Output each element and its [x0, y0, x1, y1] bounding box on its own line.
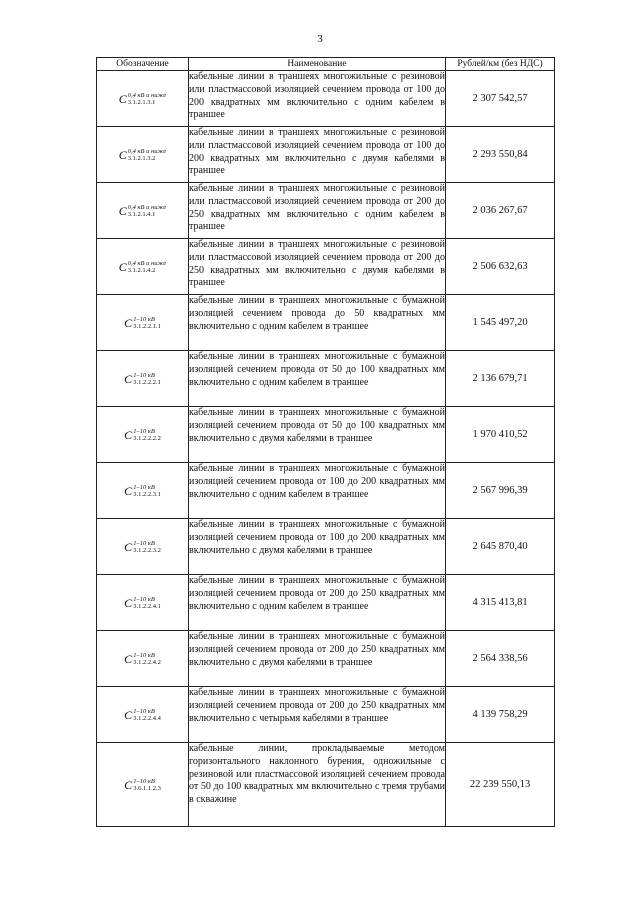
row-price: 22 239 550,13	[446, 743, 555, 827]
table-row	[97, 519, 555, 575]
header-name: Наименование	[189, 58, 446, 71]
row-designation: C 1–10 кВ 3.6.1.1.2.3	[97, 743, 189, 827]
code-number: 3.1.2.2.2.2	[133, 435, 161, 442]
row-description: кабельные линии в траншеях многожильные с бумажной изоляцией сечением провода от 50 до 100 квадратных мм включительно с двумя кабелями в траншее	[189, 407, 446, 463]
row-designation: C 1–10 кВ 3.1.2.2.3.2	[97, 519, 189, 575]
row-description: кабельные линии в траншеях многожильные с резиновой или пластмассовой изоляцией сечением провода от 200 до 250 квадратных мм включительно с одним кабелем в траншее	[189, 183, 446, 239]
row-price: 2 136 679,71	[446, 351, 555, 407]
code-number: 3.1.2.1.4.2	[127, 267, 156, 274]
row-designation: C 1–10 кВ 3.1.2.2.2.2	[97, 407, 189, 463]
row-designation: C 1–10 кВ 3.1.2.2.2.1	[97, 351, 189, 407]
row-description: кабельные линии в траншеях многожильные с бумажной изоляцией сечением провода от 200 до 250 квадратных мм включительно с четырьмя кабелями в траншее	[189, 687, 446, 743]
row-description: кабельные линии в траншеях многожильные с бумажной изоляцией сечением провода до 50 квадратных мм включительно с одним кабелем в траншее	[189, 295, 446, 351]
row-description: кабельные линии в траншеях многожильные с резиновой или пластмассовой изоляцией сечением провода от 200 до 250 квадратных мм включительно с двумя кабелями в траншее	[189, 239, 446, 295]
row-designation: C 1–10 кВ 3.1.2.2.4.4	[97, 687, 189, 743]
row-description: кабельные линии в траншеях многожильные с бумажной изоляцией сечением провода от 200 до 250 квадратных мм включительно с одним кабелем в траншее	[189, 575, 446, 631]
code-number: 3.1.2.2.4.4	[133, 715, 161, 722]
code-number: 3.6.1.1.2.3	[133, 785, 161, 792]
row-price: 4 139 758,29	[446, 687, 555, 743]
row-price: 2 293 550,84	[446, 127, 555, 183]
table-row	[97, 575, 555, 631]
row-description: кабельные линии, прокладываемые методом горизонтального наклонного бурения, одножильные с резиновой или пластмассовой изоляцией сечением провода от 50 до 100 квадратных мм включительно с тремя трубами в скважине	[189, 743, 446, 827]
row-designation: C 0,4 кВ и ниже 3.1.2.1.4.1	[97, 183, 189, 239]
row-price: 2 645 870,40	[446, 519, 555, 575]
code-number: 3.1.2.2.4.1	[133, 603, 161, 610]
table-row	[97, 407, 555, 463]
table-row	[97, 631, 555, 687]
row-description: кабельные линии в траншеях многожильные с бумажной изоляцией сечением провода от 100 до 200 квадратных мм включительно с двумя кабелями в траншее	[189, 519, 446, 575]
table-row	[97, 183, 555, 239]
code-number: 3.1.2.1.4.1	[127, 211, 156, 218]
row-designation: C 1–10 кВ 3.1.2.2.4.2	[97, 631, 189, 687]
row-price: 2 567 996,39	[446, 463, 555, 519]
row-description: кабельные линии в траншеях многожильные с бумажной изоляцией сечением провода от 50 до 100 квадратных мм включительно с одним кабелем в траншее	[189, 351, 446, 407]
code-number: 3.1.2.2.2.1	[133, 379, 161, 386]
row-description: кабельные линии в траншеях многожильные с бумажной изоляцией сечением провода от 100 до 200 квадратных мм включительно с одним кабелем в траншее	[189, 463, 446, 519]
code-number: 3.1.2.2.1.1	[133, 323, 161, 330]
page-number: 3	[317, 33, 323, 45]
row-designation: C 0,4 кВ и ниже 3.1.2.1.4.2	[97, 239, 189, 295]
code-number: 3.1.2.2.3.2	[133, 547, 161, 554]
tariff-table	[96, 57, 555, 827]
code-voltage: 1–10 кВ	[133, 427, 155, 435]
row-price: 2 506 632,63	[446, 239, 555, 295]
table-row	[97, 687, 555, 743]
row-price: 4 315 413,81	[446, 575, 555, 631]
table-header-row	[97, 58, 555, 71]
header-designation: Обозначение	[97, 58, 189, 71]
table-row	[97, 71, 555, 127]
table-row	[97, 127, 555, 183]
row-price: 2 307 542,57	[446, 71, 555, 127]
row-price: 1 970 410,52	[446, 407, 555, 463]
code-voltage: 0,4 кВ и ниже	[127, 147, 167, 155]
code-number: 3.1.2.2.3.1	[133, 491, 161, 498]
row-price: 1 545 497,20	[446, 295, 555, 351]
code-voltage: 0,4 кВ и ниже	[127, 203, 167, 211]
code-voltage: 0,4 кВ и ниже	[127, 91, 167, 99]
row-designation: C 0,4 кВ и ниже 3.1.2.1.3.2	[97, 127, 189, 183]
row-designation: C 1–10 кВ 3.1.2.2.3.1	[97, 463, 189, 519]
code-voltage: 1–10 кВ	[133, 483, 155, 491]
row-price: 2 036 267,67	[446, 183, 555, 239]
code-voltage: 1–10 кВ	[133, 539, 155, 547]
row-designation: C 1–10 кВ 3.1.2.2.1.1	[97, 295, 189, 351]
code-voltage: 1–10 кВ	[133, 315, 155, 323]
code-number: 3.1.2.2.4.2	[133, 659, 161, 666]
code-voltage: 0,4 кВ и ниже	[127, 259, 167, 267]
code-voltage: 1–10 кВ	[133, 595, 155, 603]
code-voltage: 1–10 кВ	[133, 371, 155, 379]
row-description: кабельные линии в траншеях многожильные с бумажной изоляцией сечением провода от 200 до 250 квадратных мм включительно с двумя кабелями в траншее	[189, 631, 446, 687]
table-row	[97, 463, 555, 519]
code-voltage: 1–10 кВ	[133, 707, 155, 715]
table-row	[97, 295, 555, 351]
code-voltage: 1–10 кВ	[133, 651, 155, 659]
table-row	[97, 239, 555, 295]
row-description: кабельные линии в траншеях многожильные с резиновой или пластмассовой изоляцией сечением провода от 100 до 200 квадратных мм включительно с двумя кабелями в траншее	[189, 127, 446, 183]
table-row	[97, 743, 555, 827]
row-description: кабельные линии в траншеях многожильные с резиновой или пластмассовой изоляцией сечением провода от 100 до 200 квадратных мм включительно с одним кабелем в траншее	[189, 71, 446, 127]
row-price: 2 564 338,56	[446, 631, 555, 687]
code-number: 3.1.2.1.3.2	[127, 155, 156, 162]
table-row	[97, 351, 555, 407]
code-number: 3.1.2.1.3.1	[127, 99, 156, 106]
header-price: Рублей/км (без НДС)	[446, 58, 555, 71]
row-designation: C 1–10 кВ 3.1.2.2.4.1	[97, 575, 189, 631]
row-designation: C 0,4 кВ и ниже 3.1.2.1.3.1	[97, 71, 189, 127]
code-voltage: 1–10 кВ	[133, 777, 155, 785]
